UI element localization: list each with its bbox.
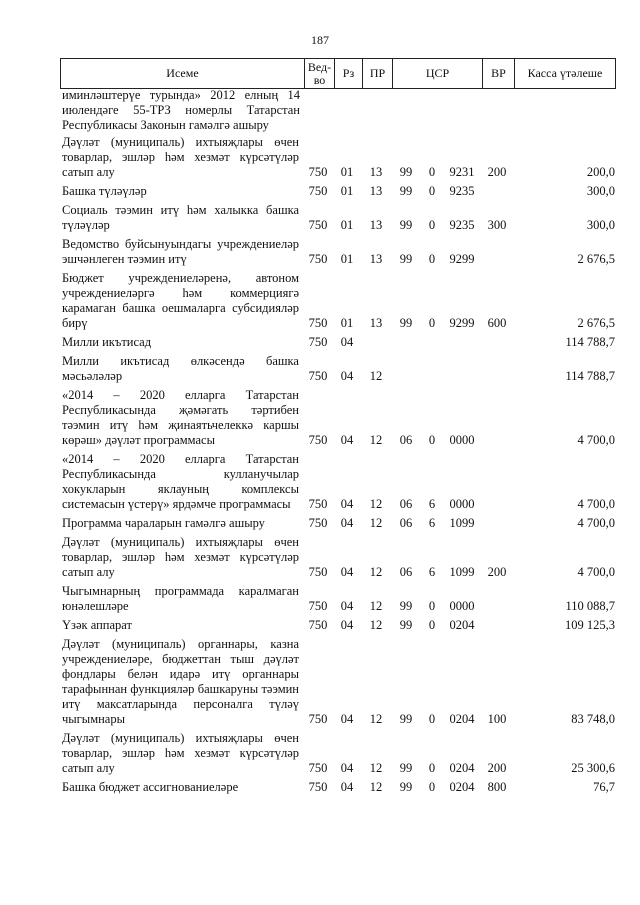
cell-sum: 4 700,0	[577, 516, 615, 530]
cell-sum: 83 748,0	[571, 712, 615, 726]
cell-c2: 0	[428, 618, 436, 632]
cell-c2: 6	[428, 497, 436, 511]
cell-rz: 04	[340, 780, 354, 794]
cell-c2: 0	[428, 184, 436, 198]
cell-rz: 04	[340, 516, 354, 530]
cell-c1: 99	[399, 184, 413, 198]
cell-c2: 6	[428, 516, 436, 530]
table-row	[60, 535, 616, 580]
cell-sum: 2 676,5	[577, 316, 615, 330]
cell-rz: 04	[340, 761, 354, 775]
cell-c3: 0000	[449, 599, 475, 613]
table-row	[60, 731, 616, 776]
header-vr: ВР	[482, 59, 514, 88]
cell-rz: 04	[340, 335, 354, 349]
cell-vedo: 750	[308, 516, 328, 530]
page-number: 187	[311, 33, 329, 47]
cell-vedo: 750	[308, 369, 328, 383]
cell-rz: 01	[340, 252, 354, 266]
cell-vr: 800	[487, 780, 507, 794]
cell-pr: 13	[369, 184, 383, 198]
cell-name: Программа чараларын гамәлгә ашыру	[62, 516, 265, 530]
cell-pr: 13	[369, 252, 383, 266]
cell-pr: 12	[369, 618, 383, 632]
cell-c1: 99	[399, 599, 413, 613]
cell-vedo: 750	[308, 184, 328, 198]
continuation-text: иминләштерүе турында» 2012 елның 14 июлендәге 55-ТРЗ номерлы Татарстан Республикасы Законын гамәлгә ашыру	[62, 88, 300, 132]
table-row	[60, 780, 616, 795]
cell-rz: 04	[340, 599, 354, 613]
cell-vedo: 750	[308, 252, 328, 266]
cell-vedo: 750	[308, 165, 328, 179]
cell-rz: 01	[340, 184, 354, 198]
header-pr: ПР	[362, 59, 392, 88]
table-row	[60, 354, 616, 384]
table-body	[60, 135, 616, 799]
cell-name: Ведомство буйсынуындагы учреждениеләр эшчәнлеген тәэмин итү	[62, 237, 299, 266]
cell-c3: 0204	[449, 761, 475, 775]
cell-pr: 12	[369, 780, 383, 794]
cell-vr: 200	[487, 565, 507, 579]
cell-name: «2014 – 2020 елларга Татарстан Республикасында кулланучылар хокукларын яклауның комплексы системасын үстерү» ярдәмче программасы	[62, 452, 299, 511]
cell-c1: 99	[399, 218, 413, 232]
header-csr: ЦСР	[392, 59, 482, 88]
cell-vedo: 750	[308, 316, 328, 330]
cell-sum: 110 088,7	[565, 599, 615, 613]
cell-sum: 109 125,3	[565, 618, 615, 632]
cell-pr: 13	[369, 218, 383, 232]
cell-vedo: 750	[308, 218, 328, 232]
cell-pr: 13	[369, 165, 383, 179]
cell-c3: 9299	[449, 252, 475, 266]
cell-name: Дәүләт (муниципаль) органнары, казна учреждениеләре, бюджеттан тыш дәүләт фондлары белән идарә итү органнары тарафыннан функцияләр башкаруны тәэмин итү максатларында персоналга түләү чыгымнары	[62, 637, 299, 726]
cell-c3: 1099	[449, 516, 475, 530]
cell-c1: 99	[399, 252, 413, 266]
cell-c2: 6	[428, 565, 436, 579]
table-row	[60, 618, 616, 633]
cell-sum: 4 700,0	[577, 497, 615, 511]
table-row	[60, 335, 616, 350]
table-header	[60, 58, 616, 89]
cell-name: Дәүләт (муниципаль) ихтыяҗлары өчен товарлар, эшләр һәм хезмәт күрсәтүләр сатып алу	[62, 135, 299, 179]
cell-c3: 9231	[449, 165, 475, 179]
cell-vedo: 750	[308, 565, 328, 579]
table-row	[60, 203, 616, 233]
cell-name: Милли икътисад өлкәсендә башка мәсьәләләр	[62, 354, 299, 383]
cell-vedo: 750	[308, 497, 328, 511]
cell-vr: 600	[487, 316, 507, 330]
cell-vr: 200	[487, 165, 507, 179]
cell-c2: 0	[428, 218, 436, 232]
cell-name: Башка түләүләр	[62, 184, 147, 198]
cell-sum: 114 788,7	[565, 335, 615, 349]
cell-c2: 0	[428, 316, 436, 330]
cell-vedo: 750	[308, 712, 328, 726]
cell-rz: 04	[340, 433, 354, 447]
cell-name: Дәүләт (муниципаль) ихтыяҗлары өчен товарлар, эшләр һәм хезмәт күрсәтүләр сатып алу	[62, 535, 299, 579]
cell-pr: 13	[369, 316, 383, 330]
cell-c3: 0204	[449, 780, 475, 794]
cell-vedo: 750	[308, 335, 328, 349]
cell-pr: 12	[369, 565, 383, 579]
cell-pr: 12	[369, 369, 383, 383]
cell-c1: 99	[399, 165, 413, 179]
cell-pr: 12	[369, 761, 383, 775]
cell-pr: 12	[369, 712, 383, 726]
table-row	[60, 388, 616, 448]
header-rz: Рз	[334, 59, 362, 88]
cell-rz: 04	[340, 565, 354, 579]
cell-c3: 9299	[449, 316, 475, 330]
cell-vedo: 750	[308, 618, 328, 632]
table-row	[60, 584, 616, 614]
cell-c3: 1099	[449, 565, 475, 579]
cell-name: Бюджет учреждениеләренә, автоном учреждениеләргә һәм коммерциягә карамаган башка оешмаларга субсидияләр бирү	[62, 271, 299, 330]
cell-rz: 04	[340, 712, 354, 726]
cell-c1: 99	[399, 316, 413, 330]
cell-sum: 25 300,6	[571, 761, 615, 775]
cell-c2: 0	[428, 165, 436, 179]
cell-sum: 300,0	[586, 184, 615, 198]
cell-c1: 99	[399, 761, 413, 775]
cell-pr: 12	[369, 599, 383, 613]
cell-c3: 0000	[449, 497, 475, 511]
cell-c1: 06	[399, 497, 413, 511]
cell-name: Чыгымнарның программада каралмаган юнәлешләре	[62, 584, 299, 613]
cell-c3: 0000	[449, 433, 475, 447]
cell-c1: 99	[399, 780, 413, 794]
table-row	[60, 452, 616, 512]
cell-name: Милли икътисад	[62, 335, 152, 349]
table-row	[60, 516, 616, 531]
cell-rz: 04	[340, 497, 354, 511]
table-row	[60, 184, 616, 199]
cell-vr: 300	[487, 218, 507, 232]
cell-vr: 200	[487, 761, 507, 775]
cell-c3: 0204	[449, 618, 475, 632]
cell-rz: 01	[340, 218, 354, 232]
cell-name: Социаль тәэмин итү һәм халыкка башка түләүләр	[62, 203, 299, 232]
cell-name: «2014 – 2020 елларга Татарстан Республикасында җәмәгать тәртибен тәэмин итү һәм җинаятьчелеккә каршы көрәш» дәүләт программасы	[62, 388, 299, 447]
cell-pr: 12	[369, 433, 383, 447]
cell-c2: 0	[428, 780, 436, 794]
cell-vedo: 750	[308, 761, 328, 775]
table-row	[60, 135, 616, 180]
cell-sum: 4 700,0	[577, 565, 615, 579]
cell-sum: 2 676,5	[577, 252, 615, 266]
cell-c2: 0	[428, 712, 436, 726]
table-row	[60, 637, 616, 727]
cell-c1: 06	[399, 433, 413, 447]
header-vedo: Вед-во	[304, 59, 334, 88]
cell-vedo: 750	[308, 780, 328, 794]
cell-name: Дәүләт (муниципаль) ихтыяҗлары өчен товарлар, эшләр һәм хезмәт күрсәтүләр сатып алу	[62, 731, 299, 775]
cell-c1: 99	[399, 618, 413, 632]
header-name: Исеме	[166, 66, 199, 80]
cell-c1: 06	[399, 565, 413, 579]
cell-c1: 06	[399, 516, 413, 530]
cell-c2: 0	[428, 599, 436, 613]
cell-sum: 76,7	[593, 780, 615, 794]
cell-c1: 99	[399, 712, 413, 726]
cell-sum: 300,0	[586, 218, 615, 232]
cell-c3: 0204	[449, 712, 475, 726]
cell-sum: 114 788,7	[565, 369, 615, 383]
cell-c2: 0	[428, 252, 436, 266]
cell-c3: 9235	[449, 218, 475, 232]
cell-rz: 04	[340, 618, 354, 632]
cell-c3: 9235	[449, 184, 475, 198]
table-row	[60, 237, 616, 267]
cell-vr: 100	[487, 712, 507, 726]
cell-name: Башка бюджет ассигнованиеләре	[62, 780, 239, 794]
cell-c2: 0	[428, 433, 436, 447]
cell-pr: 12	[369, 497, 383, 511]
cell-pr: 12	[369, 516, 383, 530]
cell-name: Үзәк аппарат	[62, 618, 132, 632]
cell-sum: 4 700,0	[577, 433, 615, 447]
cell-sum: 200,0	[586, 165, 615, 179]
cell-rz: 04	[340, 369, 354, 383]
cell-vedo: 750	[308, 433, 328, 447]
cell-rz: 01	[340, 165, 354, 179]
header-kassa: Касса үтәлеше	[514, 59, 615, 88]
cell-rz: 01	[340, 316, 354, 330]
cell-c2: 0	[428, 761, 436, 775]
table-row	[60, 271, 616, 331]
cell-vedo: 750	[308, 599, 328, 613]
